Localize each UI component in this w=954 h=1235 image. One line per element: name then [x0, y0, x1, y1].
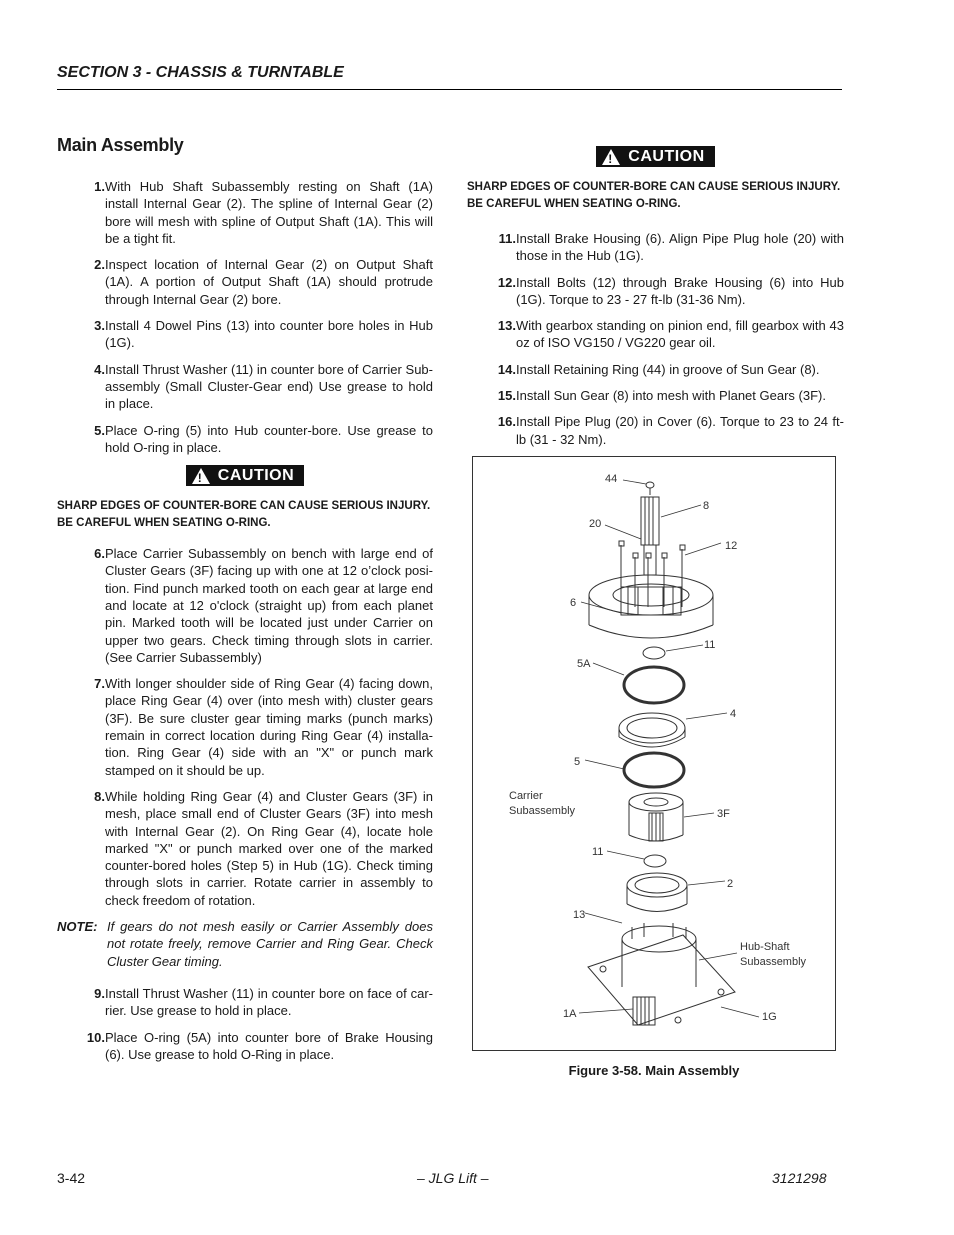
figure-caption: Figure 3-58. Main Assembly [568, 1063, 740, 1078]
step-item [57, 788, 433, 909]
step-text: Install 4 Dowel Pins (13) into counter bore holes in Hub (1G). [105, 318, 433, 351]
step-text: With Hub Shaft Subassembly resting on Shaft (1A) install Internal Gear (2). The spline of Internal Gear (2) bore will mesh with spline of Output Shaft (1A). This will be a tight fit. [105, 179, 433, 246]
step-number-cell [57, 788, 105, 909]
step-number-cell [57, 361, 105, 413]
step-item [467, 361, 844, 378]
step-text: Place O-ring (5) into Hub counter-bore. Use grease to hold O-ring in place. [105, 422, 433, 455]
step-item [57, 256, 433, 308]
step-number: 1. [94, 179, 105, 194]
step-text: Place Carrier Subassembly on bench with large end of Cluster Gears (3F) facing up with one at 12 o’clock posi-tion. Find punch marked tooth on each gear at large end and locate at 12 o'clock (straight up) from each planet pin. Marked tooth will be located just under Carrier on upper two gears. Check timing through slots in carrier. (See Carrier Subassembly) [105, 546, 433, 665]
right-column [467, 146, 844, 457]
left-column [57, 178, 433, 1072]
step-item [57, 985, 433, 1020]
step-item [467, 413, 844, 448]
brake-housing-drawing [589, 575, 713, 638]
steps-group-right [467, 230, 844, 448]
step-number: 14. [497, 361, 516, 377]
step-number-cell [467, 274, 516, 309]
warning-icon [602, 149, 620, 165]
page-title: Main Assembly [57, 135, 184, 155]
step-number: 11. [498, 230, 516, 246]
step-item [57, 422, 433, 457]
steps-group-b [57, 545, 433, 909]
step-item [467, 274, 844, 309]
step-number-cell [57, 985, 105, 1020]
label-13: 13 [573, 909, 586, 921]
internal-gear-drawing [627, 873, 687, 912]
step-number: 16. [497, 414, 516, 430]
caution-text: SHARP EDGES OF COUNTER-BORE CAN CAUSE SERIOUS INJURY. BE CAREFUL WHEN SEATING O-RING. [57, 500, 431, 530]
step-item [57, 317, 433, 352]
label-12: 12 [725, 540, 738, 552]
step-number: 6. [94, 546, 105, 562]
caution-label-text: CAUTION [628, 148, 705, 165]
label-6: 6 [570, 597, 577, 609]
step-number-cell [467, 387, 516, 404]
caution-label-right [596, 146, 714, 167]
label-20: 20 [589, 518, 602, 530]
step-number-cell [57, 675, 105, 779]
step-text: Install Retaining Ring (44) in groove of Sun Gear (8). [516, 361, 820, 377]
step-item [467, 387, 844, 404]
note-text: If gears do not mesh easily or Carrier Assembly does not rotate freely, remove Carrier and Ring Gear. Check Cluster Gear timing. [107, 919, 433, 969]
caution-text-right: SHARP EDGES OF COUNTER-BORE CAN CAUSE SERIOUS INJURY. BE CAREFUL WHEN SEATING O-RING. [467, 180, 841, 210]
label-1a: 1A [563, 1008, 577, 1020]
page-number: 3-42 [57, 1170, 86, 1186]
step-number: 13. [497, 318, 516, 334]
note [57, 918, 433, 970]
o-ring-5-drawing [624, 753, 684, 787]
label-11a: 11 [704, 639, 716, 651]
footer-center: – JLG Lift – [417, 1170, 489, 1186]
label-44: 44 [605, 473, 618, 485]
step-item [57, 178, 433, 247]
steps-group-a [57, 178, 433, 456]
section-header: SECTION 3 - CHASSIS & TURNTABLE [57, 64, 344, 81]
label-5: 5 [574, 756, 581, 768]
step-number: 15. [497, 388, 516, 404]
step-number: 3. [94, 318, 105, 334]
carrier-drawing [629, 793, 683, 841]
document-number: 3121298 [772, 1170, 827, 1186]
label-11b: 11 [592, 846, 604, 858]
label-1g: 1G [762, 1011, 777, 1023]
step-number-cell [57, 1029, 105, 1064]
step-item [57, 675, 433, 779]
label-2: 2 [727, 878, 734, 890]
step-number-cell [57, 256, 105, 308]
step-number: 5. [94, 422, 105, 438]
label-4: 4 [730, 708, 737, 720]
step-text: Install Bolts (12) through Brake Housing (6) into Hub (1G). Torque to 23 - 27 ft-lb (31-36 Nm). [516, 274, 844, 307]
label-5a: 5A [577, 658, 591, 670]
caution-label-text: CAUTION [217, 467, 295, 485]
o-ring-5a-drawing [624, 667, 684, 703]
step-number-cell [57, 178, 105, 247]
figure-main-assembly [472, 456, 836, 1051]
step-text: Install Brake Housing (6). Align Pipe Plug hole (20) with those in the Hub (1G). [516, 230, 844, 264]
step-item [467, 317, 844, 352]
step-text: Inspect location of Internal Gear (2) on Output Shaft (1A). A portion of Output Shaft (1A) should protrude through Internal Gear (2) bore. [105, 257, 433, 307]
step-item [467, 230, 844, 265]
warning-icon [192, 468, 210, 484]
step-number: 10. [86, 1029, 105, 1045]
step-number-cell [467, 361, 516, 378]
step-item [57, 361, 433, 413]
caution-box-right [467, 146, 844, 169]
step-number-cell [57, 422, 105, 457]
hub-drawing [588, 923, 735, 1025]
step-text: Install Thrust Washer (11) in counter bore of Carrier Sub-assembly (Small Cluster-Gear end) Use grease to hold in place. [105, 361, 433, 412]
step-number: 2. [94, 257, 105, 273]
step-number-cell [467, 413, 516, 448]
step-text: Install Pipe Plug (20) in Cover (6). Torque to 23 to 24 ft-lb (31 - 32 Nm). [516, 414, 844, 447]
ring-gear-drawing [619, 713, 685, 747]
label-hub-1: Hub-Shaft [740, 941, 790, 953]
step-text: While holding Ring Gear (4) and Cluster Gears (3F) in mesh, place small end of Cluster Gears (3F) into mesh with Internal Gear (2). On Ring Gear (4), locate hole marked "X" or punch marked over one of the marked counter-bored holes (Step 5) in Hub (1G). Check timing through slots in carrier. Rotate carrier in assembly to check freedom of rotation. [105, 788, 433, 908]
step-text: Install Thrust Washer (11) in counter bore on face of car-rier. Use grease to hold in place. [105, 985, 433, 1019]
leader-lines [579, 480, 759, 1017]
exploded-view-diagram [473, 457, 834, 1049]
caution-label [186, 465, 304, 486]
label-carrier-1: Carrier [509, 790, 543, 802]
step-number-cell [467, 317, 516, 352]
step-number: 8. [94, 788, 105, 804]
note-label: NOTE: [57, 919, 98, 935]
label-carrier-2: Subassembly [509, 805, 576, 817]
label-8: 8 [703, 500, 710, 512]
step-item [57, 1029, 433, 1064]
step-number: 12. [497, 274, 516, 290]
step-number-cell [57, 317, 105, 352]
step-item [57, 545, 433, 666]
step-text: With gearbox standing on pinion end, fill gearbox with 43 oz of ISO VG150 / VG220 gear oil. [516, 318, 844, 351]
bolts-drawing [619, 541, 685, 607]
label-3f: 3F [717, 808, 730, 820]
step-text: Install Sun Gear (8) into mesh with Planet Gears (3F). [516, 388, 826, 404]
header-rule [57, 89, 842, 90]
step-text: Place O-ring (5A) into counter bore of Brake Housing (6). Use grease to hold O-Ring in place. [105, 1029, 433, 1062]
step-number: 4. [94, 361, 105, 377]
step-number: 7. [94, 676, 105, 692]
step-number-cell [57, 545, 105, 666]
label-hub-2: Subassembly [740, 956, 807, 968]
sun-gear-drawing [641, 482, 659, 575]
steps-group-c [57, 985, 433, 1063]
caution-box [57, 465, 433, 488]
thrust-washer-drawing [643, 647, 665, 659]
thrust-washer-b-drawing [644, 855, 666, 867]
step-number-cell [467, 230, 516, 265]
step-text: With longer shoulder side of Ring Gear (4) facing down, place Ring Gear (4) over (into mesh with) cluster gears (3F). Be sure cluster gear timing marks (punch marks) remain in correct location during Ring Gear (4) installa-tion. Ring Gear (4) side with an "X" or punch mark stamped on it should be up. [105, 676, 433, 778]
step-number: 9. [94, 985, 105, 1001]
